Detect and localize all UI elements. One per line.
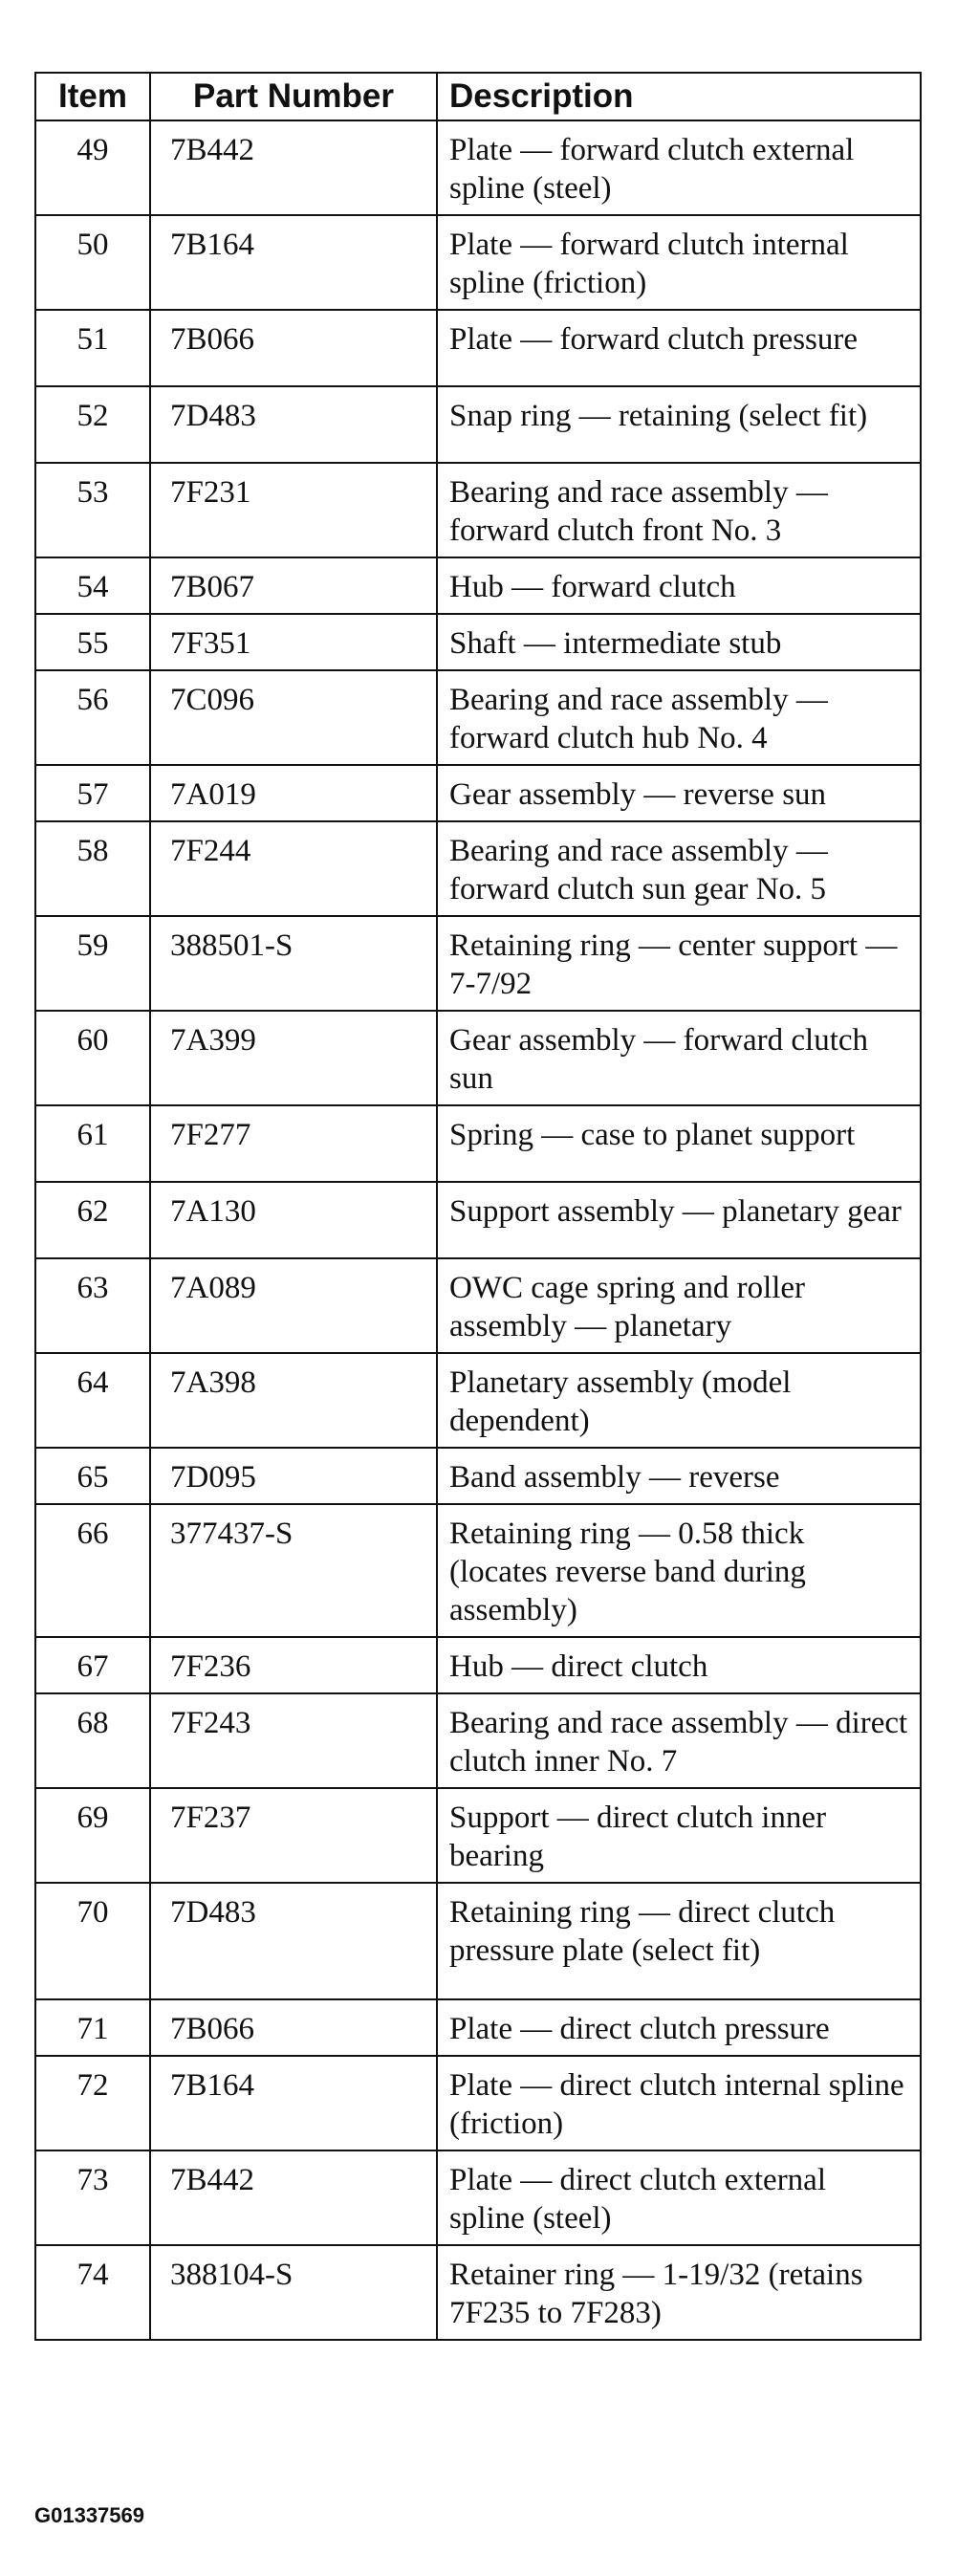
item-cell: 63: [35, 1258, 150, 1353]
table-row: [35, 2245, 921, 2340]
description-cell: Bearing and race assembly — direct clutch inner No. 7: [437, 1693, 921, 1788]
item-cell: 69: [35, 1788, 150, 1883]
item-cell: 54: [35, 557, 150, 614]
item-cell: 53: [35, 463, 150, 557]
description-cell: Gear assembly — reverse sun: [437, 765, 921, 821]
description-cell: Plate — direct clutch external spline (steel): [437, 2150, 921, 2245]
item-cell: 58: [35, 821, 150, 916]
item-cell: 71: [35, 1999, 150, 2056]
part-number-cell: 7D483: [150, 1883, 437, 1999]
description-cell: Planetary assembly (model dependent): [437, 1353, 921, 1448]
description-cell: Shaft — intermediate stub: [437, 614, 921, 670]
description-cell: Retaining ring — direct clutch pressure plate (select fit): [437, 1883, 921, 1999]
description-cell: Bearing and race assembly — forward clutch hub No. 4: [437, 670, 921, 765]
table-header: [35, 73, 921, 120]
table-row: [35, 614, 921, 670]
part-number-cell: 7F244: [150, 821, 437, 916]
item-cell: 60: [35, 1011, 150, 1105]
item-cell: 65: [35, 1448, 150, 1504]
description-cell: Plate — forward clutch internal spline (friction): [437, 215, 921, 310]
item-cell: 74: [35, 2245, 150, 2340]
table-row: [35, 310, 921, 386]
table-row: [35, 120, 921, 215]
part-number-cell: 7A019: [150, 765, 437, 821]
part-number-cell: 7F231: [150, 463, 437, 557]
table-row: [35, 463, 921, 557]
description-cell: Support assembly — planetary gear: [437, 1182, 921, 1258]
item-cell: 57: [35, 765, 150, 821]
part-number-cell: 388501-S: [150, 916, 437, 1011]
item-cell: 50: [35, 215, 150, 310]
table-row: [35, 1883, 921, 1999]
description-cell: Hub — direct clutch: [437, 1637, 921, 1693]
description-cell: Hub — forward clutch: [437, 557, 921, 614]
description-cell: Band assembly — reverse: [437, 1448, 921, 1504]
part-number-cell: 7F277: [150, 1105, 437, 1182]
item-cell: 72: [35, 2056, 150, 2150]
parts-table-container: [34, 72, 920, 2341]
table-body: [35, 120, 921, 2340]
figure-code: G01337569: [34, 2503, 144, 2527]
item-cell: 49: [35, 120, 150, 215]
description-cell: Bearing and race assembly — forward clutch front No. 3: [437, 463, 921, 557]
table-row: [35, 557, 921, 614]
part-number-cell: 7B066: [150, 310, 437, 386]
description-cell: Retainer ring — 1-19/32 (retains 7F235 to 7F283): [437, 2245, 921, 2340]
table-row: [35, 670, 921, 765]
part-number-cell: 7C096: [150, 670, 437, 765]
table-row: [35, 821, 921, 916]
table-row: [35, 1448, 921, 1504]
item-cell: 73: [35, 2150, 150, 2245]
description-cell: Plate — forward clutch external spline (steel): [437, 120, 921, 215]
part-number-cell: 7B442: [150, 120, 437, 215]
part-number-cell: 7A130: [150, 1182, 437, 1258]
description-cell: Gear assembly — forward clutch sun: [437, 1011, 921, 1105]
part-number-cell: 377437-S: [150, 1504, 437, 1637]
description-cell: OWC cage spring and roller assembly — planetary: [437, 1258, 921, 1353]
part-number-cell: 7B067: [150, 557, 437, 614]
description-cell: Spring — case to planet support: [437, 1105, 921, 1182]
part-number-cell: 7A399: [150, 1011, 437, 1105]
item-cell: 68: [35, 1693, 150, 1788]
part-number-cell: 388104-S: [150, 2245, 437, 2340]
table-row: [35, 1105, 921, 1182]
description-cell: Retaining ring — 0.58 thick (locates reverse band during assembly): [437, 1504, 921, 1637]
item-cell: 59: [35, 916, 150, 1011]
part-number-cell: 7D095: [150, 1448, 437, 1504]
column-header-item: Item: [35, 73, 150, 120]
item-cell: 67: [35, 1637, 150, 1693]
part-number-cell: 7A398: [150, 1353, 437, 1448]
part-number-cell: 7B164: [150, 2056, 437, 2150]
table-row: [35, 1353, 921, 1448]
table-row: [35, 386, 921, 463]
column-header-part-number: Part Number: [150, 73, 437, 120]
part-number-cell: 7B066: [150, 1999, 437, 2056]
table-row: [35, 2150, 921, 2245]
item-cell: 56: [35, 670, 150, 765]
description-cell: Retaining ring — center support — 7-7/92: [437, 916, 921, 1011]
table-row: [35, 2056, 921, 2150]
table-row: [35, 215, 921, 310]
description-cell: Plate — forward clutch pressure: [437, 310, 921, 386]
table-row: [35, 1258, 921, 1353]
parts-table: [34, 72, 922, 2341]
header-row: [35, 73, 921, 120]
item-cell: 52: [35, 386, 150, 463]
description-cell: Support — direct clutch inner bearing: [437, 1788, 921, 1883]
part-number-cell: 7D483: [150, 386, 437, 463]
table-row: [35, 916, 921, 1011]
table-row: [35, 1693, 921, 1788]
table-row: [35, 1011, 921, 1105]
part-number-cell: 7B442: [150, 2150, 437, 2245]
table-row: [35, 1999, 921, 2056]
part-number-cell: 7F351: [150, 614, 437, 670]
table-row: [35, 765, 921, 821]
part-number-cell: 7B164: [150, 215, 437, 310]
item-cell: 66: [35, 1504, 150, 1637]
table-row: [35, 1182, 921, 1258]
part-number-cell: 7F237: [150, 1788, 437, 1883]
description-cell: Snap ring — retaining (select fit): [437, 386, 921, 463]
item-cell: 62: [35, 1182, 150, 1258]
item-cell: 70: [35, 1883, 150, 1999]
part-number-cell: 7A089: [150, 1258, 437, 1353]
part-number-cell: 7F236: [150, 1637, 437, 1693]
column-header-description: Description: [437, 73, 921, 120]
description-cell: Plate — direct clutch internal spline (friction): [437, 2056, 921, 2150]
part-number-cell: 7F243: [150, 1693, 437, 1788]
table-row: [35, 1504, 921, 1637]
item-cell: 55: [35, 614, 150, 670]
table-row: [35, 1637, 921, 1693]
item-cell: 51: [35, 310, 150, 386]
table-row: [35, 1788, 921, 1883]
description-cell: Bearing and race assembly — forward clutch sun gear No. 5: [437, 821, 921, 916]
item-cell: 61: [35, 1105, 150, 1182]
item-cell: 64: [35, 1353, 150, 1448]
description-cell: Plate — direct clutch pressure: [437, 1999, 921, 2056]
